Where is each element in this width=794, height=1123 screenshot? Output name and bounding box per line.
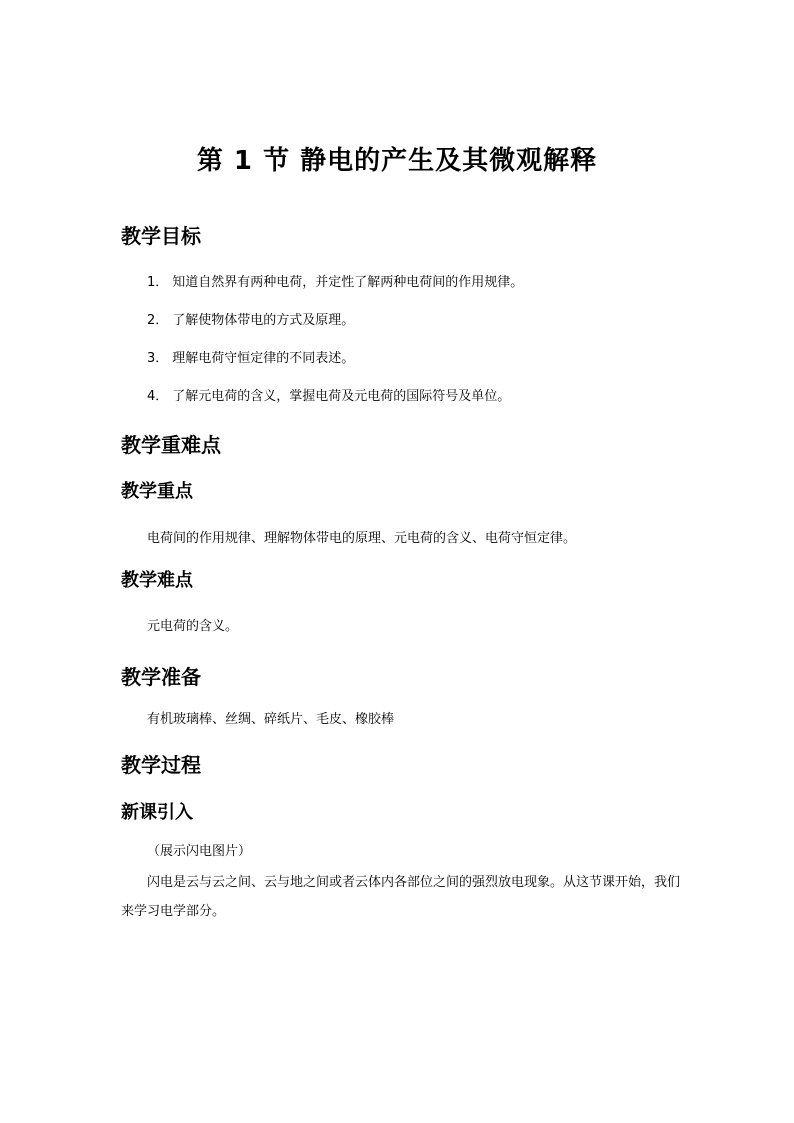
subsection-heading-intro: 新课引入 bbox=[121, 802, 193, 823]
preparation-text: 有机玻璃棒、丝绸、碎纸片、毛皮、橡胶棒 bbox=[147, 712, 395, 727]
difficult-points-text: 元电荷的含义。 bbox=[147, 619, 239, 634]
subsection-heading-key: 教学重点 bbox=[121, 481, 193, 502]
key-points-text: 电荷间的作用规律、理解物体带电的原理、元电荷的含义、电荷守恒定律。 bbox=[147, 531, 577, 546]
page-title: 第 1 节 静电的产生及其微观解释 bbox=[196, 146, 598, 176]
list-item-text: 理解电荷守恒定律的不同表述。 bbox=[172, 351, 355, 366]
list-item bbox=[147, 385, 510, 404]
list-item-number: 1． bbox=[147, 275, 169, 290]
intro-note: （展示闪电图片） bbox=[147, 844, 252, 859]
list-item-text: 知道自然界有两种电荷，并定性了解两种电荷间的作用规律。 bbox=[172, 275, 524, 290]
list-item bbox=[147, 271, 523, 290]
list-item bbox=[147, 309, 354, 328]
list-item-number: 3． bbox=[147, 351, 169, 366]
subsection-heading-difficult: 教学难点 bbox=[121, 570, 193, 591]
section-heading-preparation: 教学准备 bbox=[121, 665, 201, 689]
list-item-text: 了解元电荷的含义，掌握电荷及元电荷的国际符号及单位。 bbox=[172, 389, 511, 404]
intro-paragraph: 闪电是云与云之间、云与地之间或者云体内各部位之间的强烈放电现象。从这节课开始，我们来学习电学部分。 bbox=[121, 875, 681, 919]
section-heading-process: 教学过程 bbox=[121, 753, 201, 777]
section-heading-goals: 教学目标 bbox=[121, 224, 201, 248]
list-item-number: 2． bbox=[147, 313, 169, 328]
list-item-text: 了解使物体带电的方式及原理。 bbox=[172, 313, 355, 328]
list-item bbox=[147, 347, 354, 366]
section-heading-key-difficult: 教学重难点 bbox=[121, 433, 221, 457]
list-item-number: 4． bbox=[147, 389, 169, 404]
